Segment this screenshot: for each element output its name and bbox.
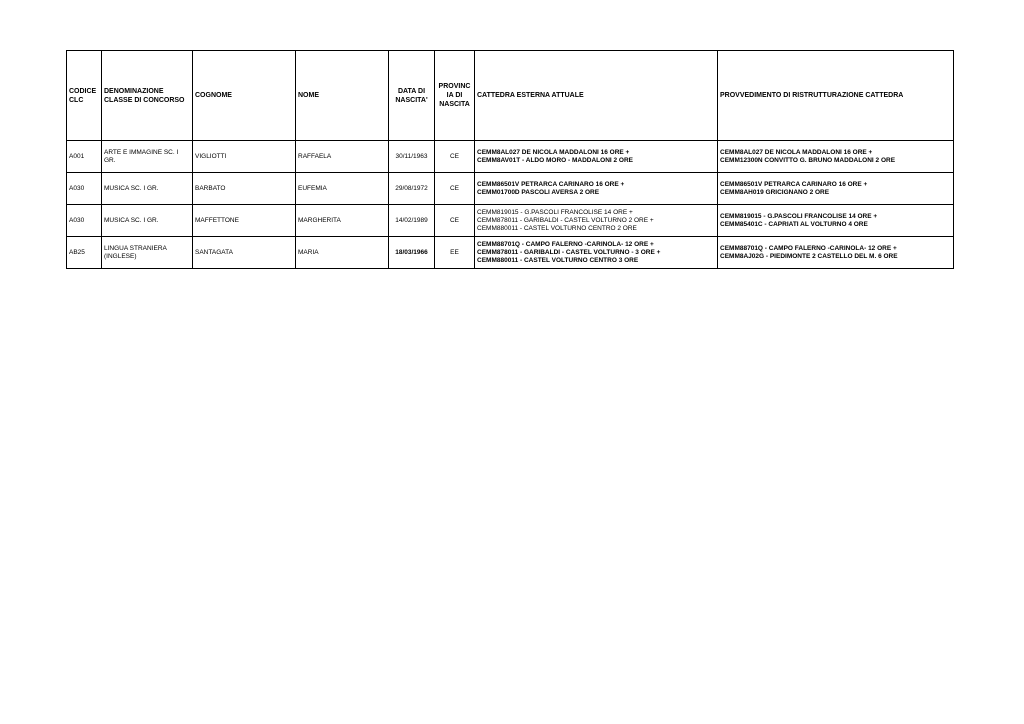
header-row [67,51,954,141]
cell-codice: AB25 [67,237,102,269]
cell-cattedra [475,237,718,269]
cell-nome: MARGHERITA [296,205,389,237]
cell-nome: MARIA [296,237,389,269]
cell-nome: EUFEMIA [296,173,389,205]
cell-data: 18/03/1966 [389,237,435,269]
cell-nome: RAFFAELA [296,141,389,173]
provvedimento-line: CEMM88701Q - CAMPO FALERNO -CARINOLA- 12 ORE + [720,244,897,252]
cell-cognome: SANTAGATA [193,237,296,269]
cell-denominazione: ARTE E IMMAGINE SC. I GR. [102,141,193,173]
cattedra-line: CEMM88701Q - CAMPO FALERNO -CARINOLA- 12 ORE + [477,240,654,248]
header-data-nascita: DATA DI NASCITA' [389,51,435,141]
provvedimento-line: CEMM8AH019 GRICIGNANO 2 ORE [720,188,830,196]
assignments-table [66,50,954,269]
cell-data: 30/11/1963 [389,141,435,173]
cell-cattedra [475,173,718,205]
header-codice: CODICE CLC [67,51,102,141]
provvedimento-line: CEMM819015 - G.PASCOLI FRANCOLISE 14 ORE + [720,212,878,220]
cell-denominazione: MUSICA SC. I GR. [102,205,193,237]
cell-denominazione: LINGUA STRANIERA (INGLESE) [102,237,193,269]
header-nome: NOME [296,51,389,141]
cattedra-line: CEMM8AV01T - ALDO MORO - MADDALONI 2 ORE [477,156,634,164]
cattedra-line: CEMM86501V PETRARCA CARINARO 16 ORE + [477,180,625,188]
cell-data: 14/02/1989 [389,205,435,237]
cattedra-line: CEMM01700D PASCOLI AVERSA 2 ORE [477,188,600,196]
cell-denominazione: MUSICA SC. I GR. [102,173,193,205]
table-row [67,205,954,237]
cattedra-line: CEMM880011 - CASTEL VOLTURNO CENTRO 3 ORE [477,256,639,264]
cell-provvedimento [718,173,954,205]
header-provincia: PROVINC IA DI NASCITA [435,51,475,141]
table-row [67,173,954,205]
cell-provvedimento [718,205,954,237]
cell-provvedimento [718,237,954,269]
cattedra-line: CEMM878011 - GARIBALDI - CASTEL VOLTURNO - 3 ORE + [477,248,661,256]
table-row [67,237,954,269]
provvedimento-line: CEMM8AL027 DE NICOLA MADDALONI 16 ORE + [720,148,873,156]
cattedra-line: CEMM819015 - G.PASCOLI FRANCOLISE 14 ORE + [477,208,633,216]
header-provvedimento: PROVVEDIMENTO DI RISTRUTTURAZIONE CATTEDRA [718,51,954,141]
cell-provincia: CE [435,141,475,173]
provvedimento-line: CEMM12300N CONVITTO G. BRUNO MADDALONI 2 ORE [720,156,896,164]
cell-cattedra [475,205,718,237]
header-denominazione: DENOMINAZIONE CLASSE DI CONCORSO [102,51,193,141]
cell-cognome: MAFFETTONE [193,205,296,237]
cell-data: 29/08/1972 [389,173,435,205]
table-row [67,141,954,173]
cell-cognome: VIGLIOTTI [193,141,296,173]
cell-codice: A030 [67,173,102,205]
cell-cognome: BARBATO [193,173,296,205]
table-body [67,141,954,269]
provvedimento-line: CEMM85401C - CAPRIATI AL VOLTURNO 4 ORE [720,220,868,228]
cattedra-line: CEMM878011 - GARIBALDI - CASTEL VOLTURNO 2 ORE + [477,216,654,224]
cell-codice: A001 [67,141,102,173]
cell-provvedimento [718,141,954,173]
cell-provincia: EE [435,237,475,269]
cell-provincia: CE [435,173,475,205]
header-cattedra: CATTEDRA ESTERNA ATTUALE [475,51,718,141]
provvedimento-line: CEMM86501V PETRARCA CARINARO 16 ORE + [720,180,868,188]
header-cognome: COGNOME [193,51,296,141]
cell-provincia: CE [435,205,475,237]
cell-cattedra [475,141,718,173]
cattedra-line: CEMM8AL027 DE NICOLA MADDALONI 16 ORE + [477,148,630,156]
cattedra-line: CEMM880011 - CASTEL VOLTURNO CENTRO 2 ORE [477,224,637,232]
provvedimento-line: CEMM8AJ02G - PIEDIMONTE 2 CASTELLO DEL M. 6 ORE [720,252,898,260]
cell-codice: A030 [67,205,102,237]
